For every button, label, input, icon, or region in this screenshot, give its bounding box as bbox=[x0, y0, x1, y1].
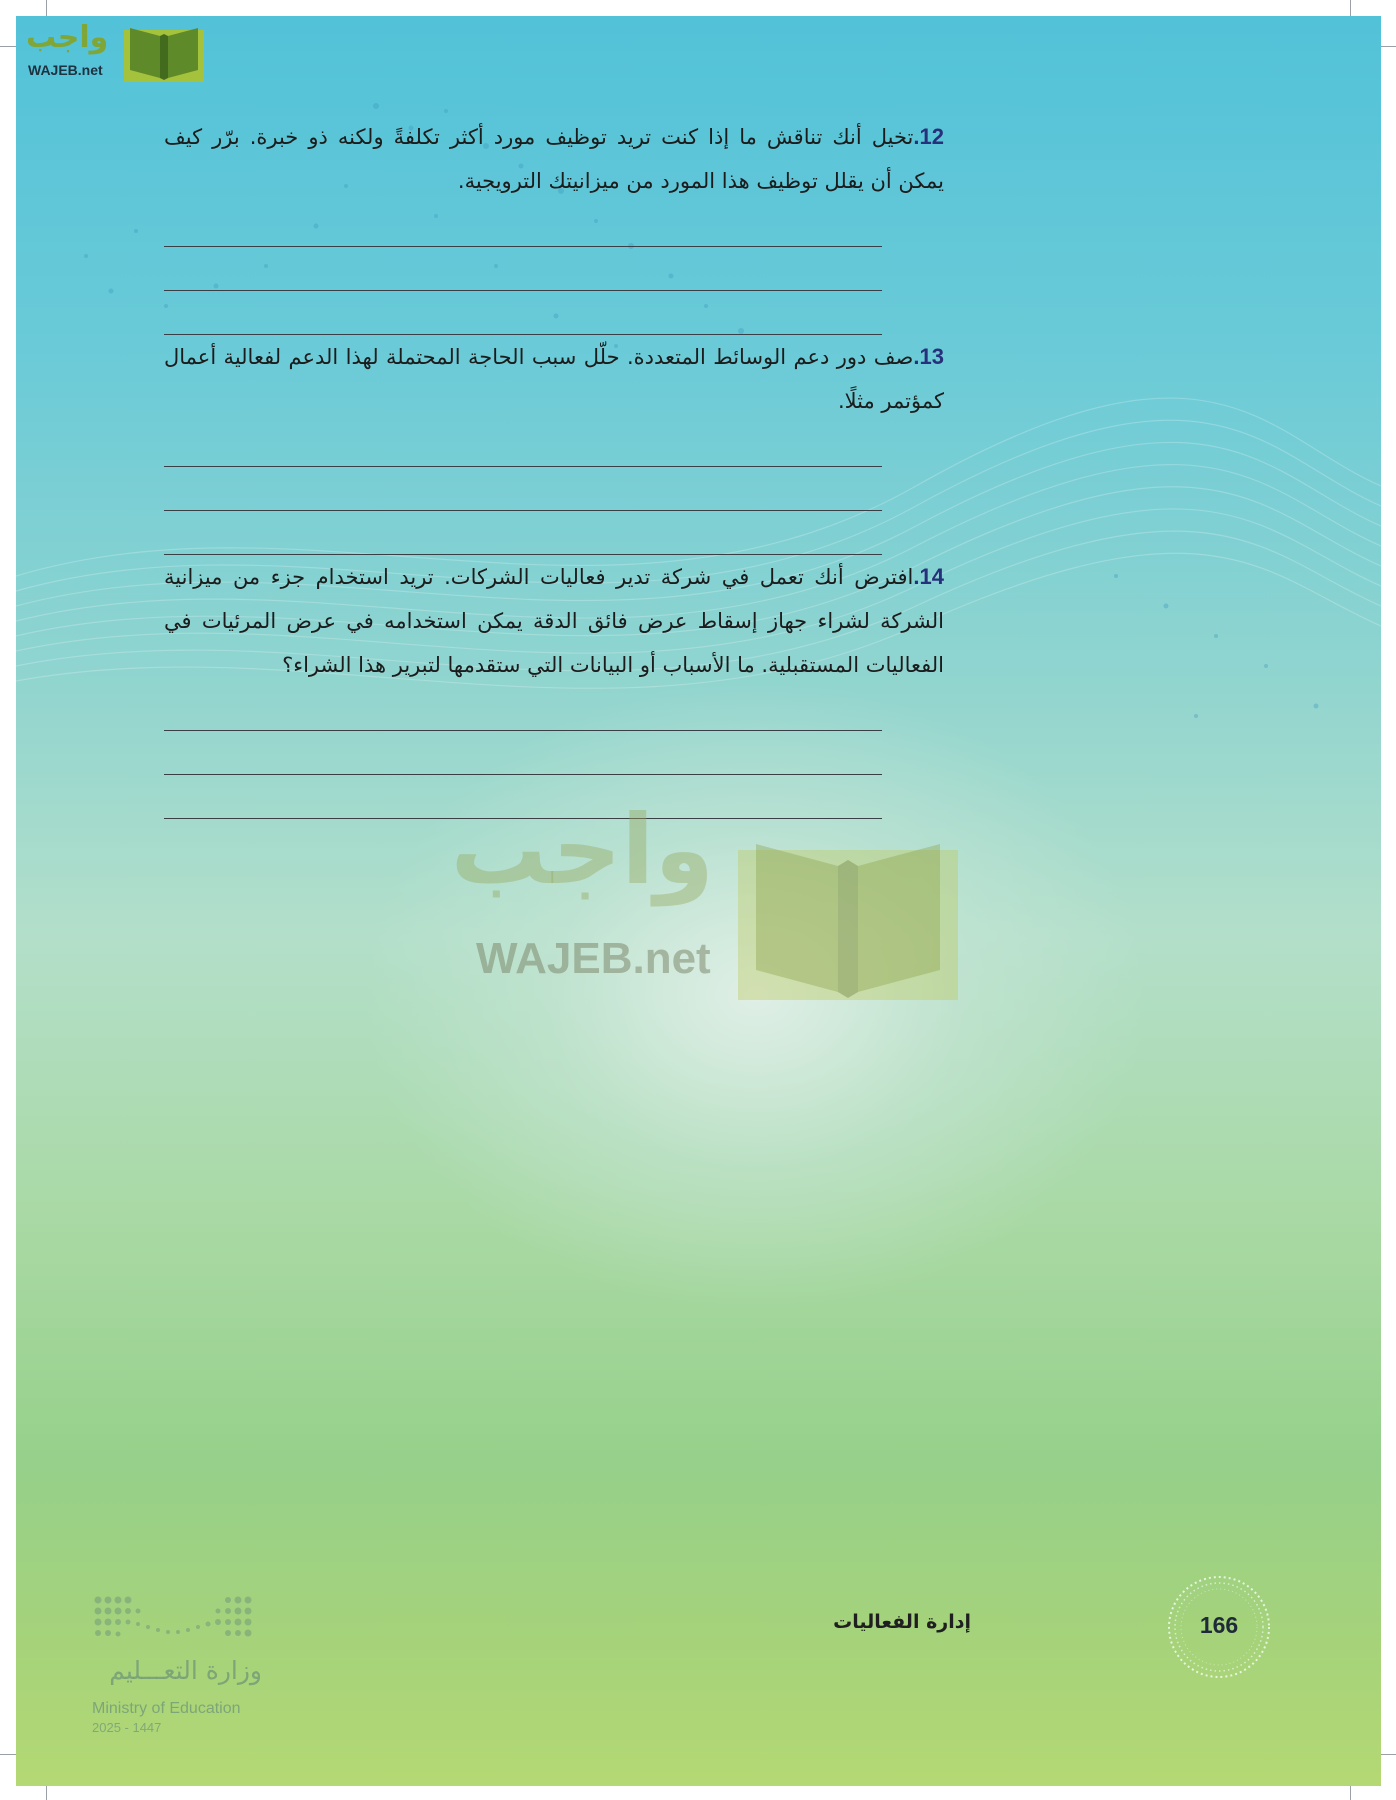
question-text bbox=[164, 555, 944, 687]
question-body: صف دور دعم الوسائط المتعددة. حلّل سبب الحاجة المحتملة لهذا الدعم لفعالية أعمال كمؤتمر مثلًا. bbox=[164, 345, 944, 413]
site-logo bbox=[24, 20, 204, 84]
question-number: 12. bbox=[913, 124, 944, 149]
answer-line[interactable] bbox=[164, 731, 882, 775]
answer-line[interactable] bbox=[164, 203, 882, 247]
answer-line[interactable] bbox=[164, 291, 882, 335]
question-13 bbox=[164, 335, 944, 555]
answer-line[interactable] bbox=[164, 247, 882, 291]
textbook-page bbox=[16, 16, 1381, 1786]
crop-mark bbox=[1381, 1754, 1396, 1755]
ministry-logo bbox=[92, 1594, 292, 1744]
answer-line[interactable] bbox=[164, 467, 882, 511]
crop-mark bbox=[1350, 1786, 1351, 1800]
ministry-year: 2025 - 1447 bbox=[92, 1720, 162, 1735]
question-body: افترض أنك تعمل في شركة تدير فعاليات الشركات. تريد استخدام جزء من ميزانية الشركة لشراء جهاز إسقاط عرض فائق الدقة يمكن استخدامه في عرض المرئيات في الفعاليات المستقبلية. ما الأسباب أو البيانات التي ستقدمها لتبرير هذا الشراء؟ bbox=[164, 565, 944, 677]
answer-line[interactable] bbox=[164, 423, 882, 467]
crop-mark bbox=[46, 1786, 47, 1800]
watermark-latin: WAJEB.net bbox=[476, 934, 711, 983]
ministry-dots-icon bbox=[92, 1594, 262, 1650]
watermark bbox=[450, 794, 972, 1006]
ministry-name-english: Ministry of Education bbox=[92, 1700, 241, 1717]
question-12 bbox=[164, 115, 944, 335]
crop-mark bbox=[1350, 0, 1351, 16]
question-number: 13. bbox=[913, 344, 944, 369]
crop-mark bbox=[46, 0, 47, 16]
watermark-arabic: واجب bbox=[450, 794, 714, 906]
answer-line[interactable] bbox=[164, 511, 882, 555]
question-number: 14. bbox=[913, 564, 944, 589]
watermark-book-icon bbox=[738, 830, 958, 1000]
chapter-title: إدارة الفعاليات bbox=[833, 1611, 971, 1633]
book-icon bbox=[124, 22, 204, 82]
crop-mark bbox=[1381, 46, 1396, 47]
site-logo-arabic: واجب bbox=[26, 20, 109, 55]
question-text bbox=[164, 335, 944, 423]
question-text bbox=[164, 115, 944, 203]
answer-line[interactable] bbox=[164, 687, 882, 731]
question-body: تخيل أنك تناقش ما إذا كنت تريد توظيف مورد أكثر تكلفةً ولكنه ذو خبرة. برّر كيف يمكن أن يقلل توظيف هذا المورد من ميزانيتك الترويجية. bbox=[164, 125, 944, 193]
question-14 bbox=[164, 555, 944, 819]
ministry-name-arabic: وزارة التعـــليم bbox=[109, 1656, 262, 1685]
page-number: 166 bbox=[1199, 1612, 1239, 1638]
page-number-badge bbox=[1166, 1574, 1272, 1680]
site-logo-latin: WAJEB.net bbox=[28, 62, 103, 78]
crop-mark bbox=[0, 46, 16, 47]
crop-mark bbox=[0, 1754, 16, 1755]
